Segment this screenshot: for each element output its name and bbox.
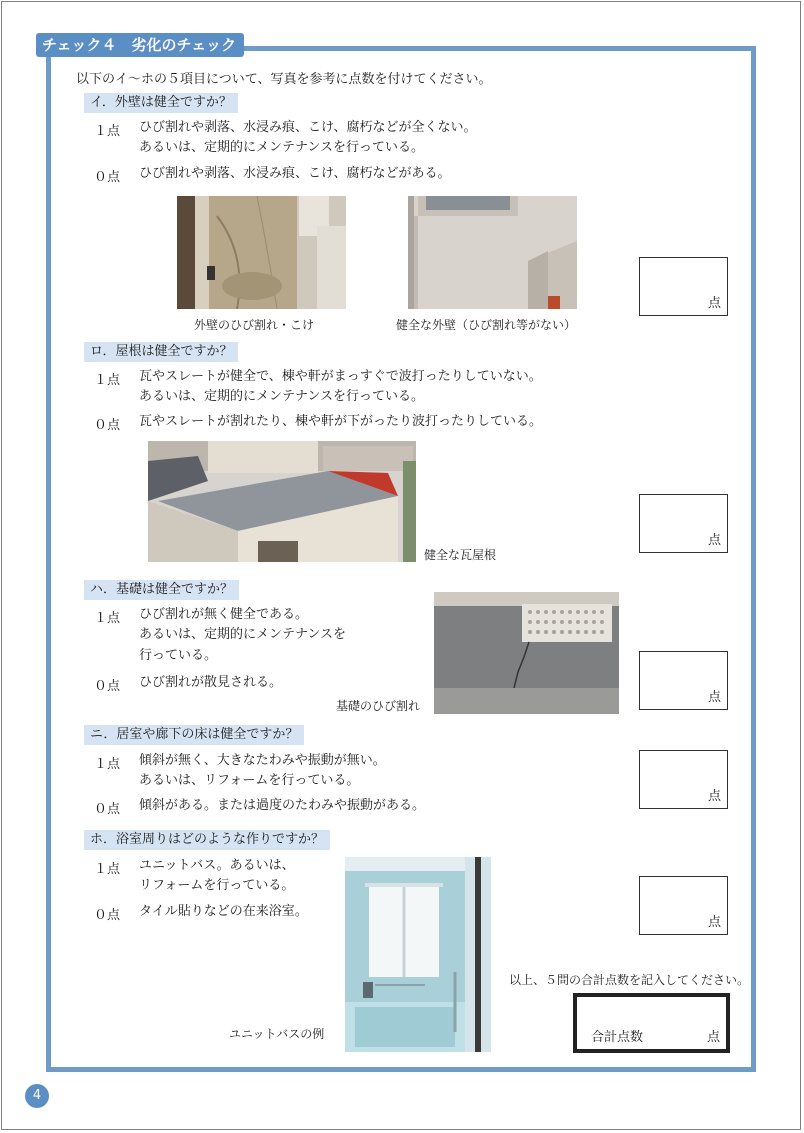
- photo-caption: 基礎のひび割れ: [336, 699, 421, 713]
- point-label: ０点: [94, 418, 121, 433]
- photo-caption: ユニットバスの例: [229, 1027, 325, 1041]
- point-label: １点: [94, 373, 121, 388]
- criterion-text: タイル貼りなどの在来浴室。: [139, 904, 308, 919]
- score-box-roof[interactable]: [639, 494, 728, 553]
- criterion-text: 行っている。: [139, 648, 218, 663]
- photo-caption: 健全な外壁（ひび割れ等がない）: [396, 318, 577, 332]
- criterion-text: リフォームを行っている。: [139, 878, 295, 893]
- score-box-bathroom[interactable]: [639, 876, 728, 935]
- point-label: ０点: [94, 170, 121, 185]
- criterion-text: ひび割れや剥落、水浸み痕、こけ、腐朽などがある。: [139, 166, 451, 181]
- criterion-text: ひび割れや剥落、水浸み痕、こけ、腐朽などが全くない。: [139, 120, 477, 135]
- score-box-floor[interactable]: [639, 750, 728, 809]
- criterion-text: あるいは、定期的にメンテナンスを行っている。: [139, 389, 424, 404]
- page-number: 4: [25, 1084, 49, 1108]
- point-label: ０点: [94, 908, 121, 923]
- page-title: チェック４ 劣化のチェック: [36, 33, 244, 57]
- score-box-wall[interactable]: [639, 257, 728, 316]
- point-label: ０点: [94, 679, 121, 694]
- section-heading-floor: ニ．居室や廊下の床は健全ですか？: [84, 725, 304, 745]
- photo-caption: 健全な瓦屋根: [424, 548, 497, 562]
- criterion-text: あるいは、定期的にメンテナンスを行っている。: [139, 140, 424, 155]
- score-box-foundation[interactable]: [639, 651, 728, 710]
- photo-healthy-wall: [408, 196, 577, 309]
- photo-caption: 外壁のひび割れ・こけ: [194, 318, 315, 332]
- photo-cracked-wall: [177, 196, 346, 309]
- section-heading-wall: イ．外壁は健全ですか？: [84, 93, 238, 113]
- section-heading-roof: ロ．屋根は健全ですか？: [84, 342, 238, 362]
- criterion-text: 傾斜が無く、大きなたわみや振動が無い。: [139, 753, 386, 768]
- section-heading-bathroom: ホ．浴室周りはどのような作りですか？: [84, 830, 330, 850]
- point-unit: 点: [707, 690, 721, 705]
- criterion-text: 傾斜がある。または過度のたわみや振動がある。: [139, 798, 426, 813]
- point-label: １点: [94, 757, 121, 772]
- total-score-box[interactable]: [573, 993, 730, 1053]
- point-label: １点: [94, 611, 121, 626]
- section-heading-foundation: ハ．基礎は健全ですか？: [84, 580, 239, 600]
- point-label: ０点: [94, 802, 121, 817]
- criterion-text: 瓦やスレートが割れたり、棟や軒が下がったり波打ったりしている。: [139, 414, 543, 429]
- criterion-text: あるいは、リフォームを行っている。: [139, 773, 360, 788]
- criterion-text: ひび割れが散見される。: [139, 675, 283, 690]
- point-label: １点: [94, 124, 121, 139]
- total-score-label: 合計点数: [591, 1030, 644, 1045]
- photo-tile-roof: [148, 441, 416, 562]
- photo-cracked-foundation: [434, 592, 619, 714]
- criterion-text: 瓦やスレートが健全で、棟や軒がまっすぐで波打ったりしていない。: [139, 369, 542, 384]
- point-unit: 点: [706, 1030, 720, 1045]
- photo-unit-bath: [345, 857, 491, 1052]
- total-instruction: 以上、５問の合計点数を記入してください。: [509, 973, 750, 987]
- point-unit: 点: [707, 789, 721, 804]
- point-unit: 点: [707, 296, 721, 311]
- point-label: １点: [94, 862, 121, 877]
- point-unit: 点: [707, 533, 721, 548]
- point-unit: 点: [707, 915, 721, 930]
- intro-text: 以下のイ～ホの５項目について、写真を参考に点数を付けてください。: [76, 72, 492, 87]
- criterion-text: ユニットバス。あるいは、: [139, 858, 295, 873]
- criterion-text: あるいは、定期的にメンテナンスを: [139, 627, 346, 642]
- criterion-text: ひび割れが無く健全である。: [139, 607, 309, 622]
